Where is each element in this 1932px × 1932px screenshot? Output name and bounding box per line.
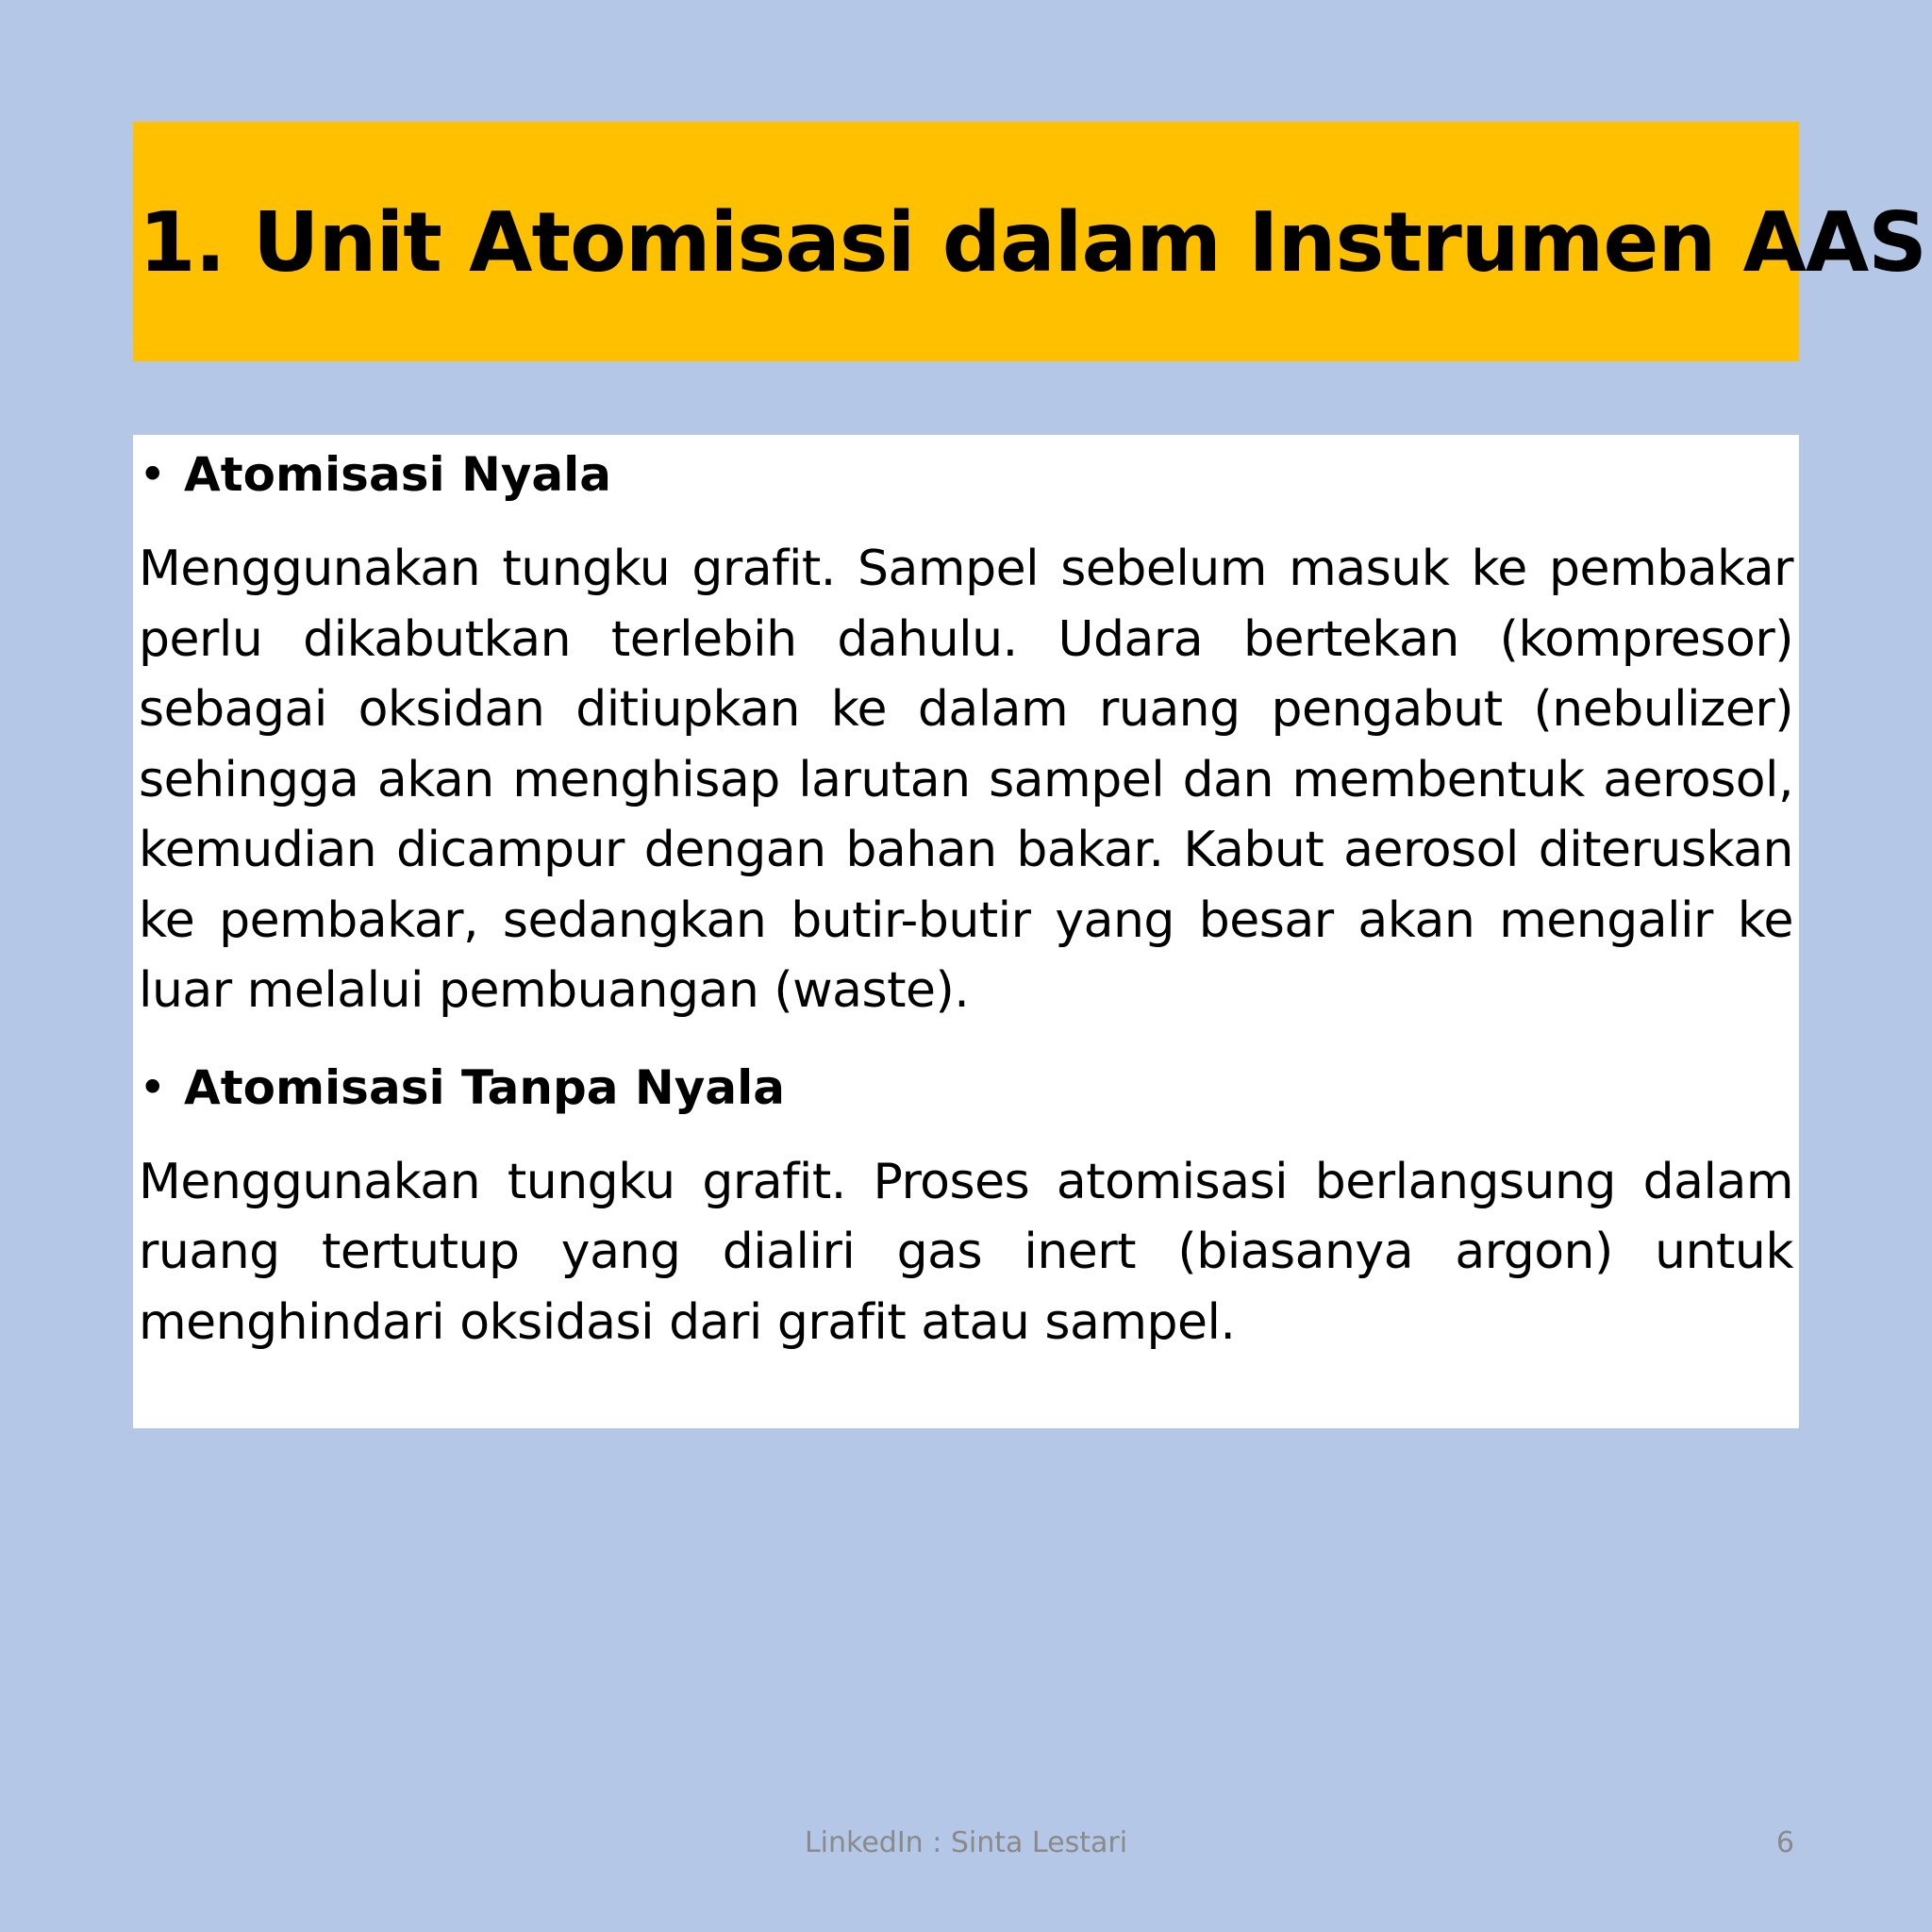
bullet-heading-atomisasi-nyala — [139, 440, 1793, 509]
bullet-heading-text: Atomisasi Nyala — [184, 447, 612, 502]
content-box — [133, 435, 1799, 1428]
bullet-heading-text: Atomisasi Tanpa Nyala — [184, 1059, 785, 1115]
bullet-heading-atomisasi-tanpa-nyala — [139, 1053, 1793, 1123]
bullet-icon: • — [139, 1059, 167, 1115]
bullet-icon: • — [139, 447, 167, 502]
title-box — [133, 122, 1926, 361]
paragraph-atomisasi-nyala: Menggunakan tungku grafit. Sampel sebelum masuk ke pembakar perlu dikabutkan terlebih dahulu. Udara bertekan (kompresor) sebagai oksidan ditiupkan ke dalam ruang pengabut (nebulizer) sehingga akan menghisap larutan sampel dan membentuk aerosol, kemudian dicampur dengan bahan bakar. Kabut aerosol diteruskan ke pembakar, sedangkan butir-butir yang besar akan mengalir ke luar melalui pembuangan (waste). — [139, 541, 1793, 1019]
page-number: 6 — [1775, 1826, 1794, 1859]
slide-title: 1. Unit Atomisasi dalam Instrumen AAS — [139, 194, 1926, 291]
paragraph-atomisasi-tanpa-nyala: Menggunakan tungku grafit. Proses atomisasi berlangsung dalam ruang tertutup yang dialiri gas inert (biasanya argon) untuk menghindari oksidasi dari grafit atau sampel. — [139, 1153, 1793, 1351]
footer-text: LinkedIn : Sinta Lestari — [804, 1826, 1128, 1859]
